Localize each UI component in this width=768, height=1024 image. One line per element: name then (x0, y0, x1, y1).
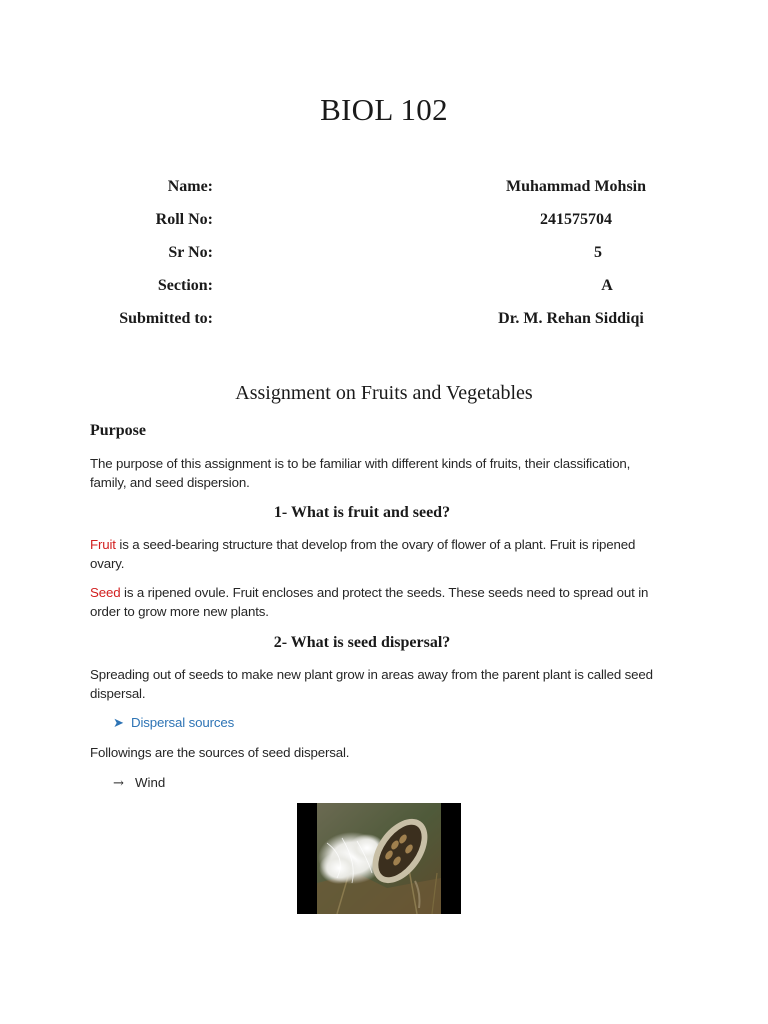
dispersal-text: Spreading out of seeds to make new plant grow in areas away from the parent plant is called seed (90, 667, 653, 682)
question-2-heading: 2- What is seed dispersal? (273, 634, 451, 651)
list-item-label: Wind (135, 775, 166, 790)
arrow-right-icon: → (113, 776, 124, 791)
seed-dispersal-definition (90, 666, 690, 703)
info-value: A (601, 277, 613, 294)
info-value: Dr. M. Rehan Siddiqi (498, 310, 644, 327)
purpose-heading: Purpose (90, 422, 146, 439)
chevron-right-icon: ➤ (113, 715, 124, 730)
dispersal-text: dispersal. (90, 685, 146, 701)
seed-definition (90, 584, 690, 621)
seed-term: Seed (90, 585, 121, 600)
info-row-submitted-to (0, 310, 768, 334)
seed-definition-text: is a ripened ovule. Fruit encloses and protect the seeds. These seeds need to spread out in (120, 585, 649, 600)
assignment-subtitle: Assignment on Fruits and Vegetables (235, 382, 533, 404)
info-label: Submitted to: (119, 310, 213, 327)
info-row-section (0, 277, 768, 301)
sources-intro: Followings are the sources of seed dispersal. (90, 745, 350, 760)
list-item-wind (113, 775, 165, 791)
fruit-definition (90, 536, 690, 573)
info-value: 241575704 (540, 211, 612, 228)
seed-definition-text: order to grow more new plants. (90, 603, 269, 619)
purpose-paragraph (90, 455, 690, 492)
info-label: Sr No: (168, 244, 213, 261)
page-title: BIOL 102 (320, 92, 448, 127)
purpose-line: The purpose of this assignment is to be familiar with different kinds of fruits, their classification, (90, 456, 631, 471)
info-label: Name: (167, 178, 213, 195)
fruit-definition-text: ovary. (90, 555, 125, 571)
fruit-term: Fruit (90, 537, 116, 552)
bullet-label: Dispersal sources (131, 715, 235, 730)
info-label: Roll No: (155, 211, 213, 228)
info-value: 5 (594, 244, 602, 261)
info-row-roll-no (0, 211, 768, 235)
info-value: Muhammad Mohsin (505, 178, 647, 195)
dispersal-sources-bullet (113, 715, 234, 731)
fruit-definition-text: is a seed-bearing structure that develop from the ovary of flower of a plant. Fruit is ripened (115, 537, 636, 552)
info-row-sr-no (0, 244, 768, 268)
question-1-heading: 1- What is fruit and seed? (273, 504, 451, 521)
purpose-line: family, and seed dispersion. (90, 474, 250, 490)
milkweed-seed-pod-photo (297, 803, 461, 914)
info-row-name (0, 178, 768, 202)
info-label: Section: (157, 277, 213, 294)
